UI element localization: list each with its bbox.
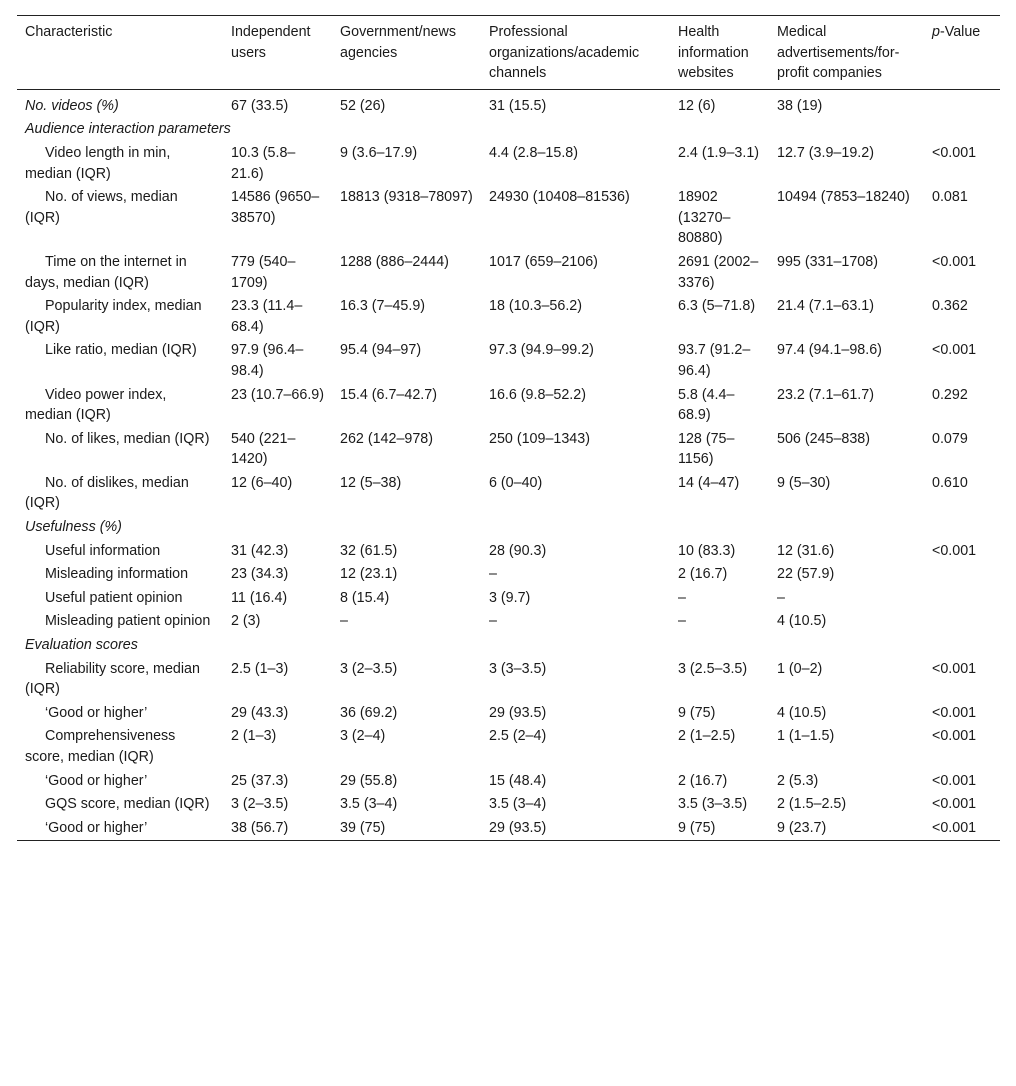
cell-medical-forprofit: 995 (331–1708) (777, 253, 878, 270)
row-label: Misleading patient opinion (45, 613, 211, 630)
cell-professional-academic: 16.6 (9.8–52.2) (489, 386, 586, 403)
cell-medical-forprofit: 22 (57.9) (777, 566, 835, 583)
cell-health-websites: 2.4 (1.9–3.1) (678, 144, 760, 161)
cell-professional-academic: 4.4 (2.8–15.8) (489, 144, 579, 161)
section-row (17, 89, 1000, 118)
data-table (17, 15, 1000, 841)
table-row (17, 586, 1000, 610)
cell-government-news: 3 (2–4) (340, 728, 386, 745)
cell-professional-academic: 1017 (659–2106) (489, 253, 598, 270)
cell-p-value: 0.081 (932, 189, 968, 206)
table-row (17, 701, 1000, 725)
header-professional-academic: Professional organizations/academic channels (489, 24, 640, 82)
cell-medical-forprofit: 506 (245–838) (777, 430, 871, 447)
section-label: Evaluation scores (25, 637, 138, 654)
cell-p-value (924, 89, 1000, 118)
cell-independent-users: 2.5 (1–3) (231, 660, 289, 677)
cell-government-news: 9 (3.6–17.9) (340, 144, 418, 161)
cell-government-news: 12 (5–38) (340, 474, 402, 491)
cell-health-websites: 9 (75) (678, 819, 716, 836)
cell-p-value: <0.001 (932, 819, 977, 836)
table-row (17, 427, 1000, 471)
cell-independent-users: 23 (10.7–66.9) (231, 386, 324, 403)
table-row (17, 339, 1000, 383)
table-row (17, 793, 1000, 817)
cell-government-news: 18813 (9318–78097) (340, 189, 473, 206)
cell-independent-users: 38 (56.7) (231, 819, 289, 836)
cell-p-value: <0.001 (932, 342, 977, 359)
cell-p-value: 0.610 (932, 474, 968, 491)
cell-medical-forprofit: 12 (31.6) (777, 542, 835, 559)
cell-p-value (924, 563, 1000, 587)
p-value-suffix: -Value (939, 24, 981, 40)
row-label: Like ratio, median (IQR) (45, 342, 197, 359)
section-row (17, 516, 1000, 540)
row-label: No. of dislikes, median (IQR) (25, 474, 189, 512)
cell-health-websites: 2 (16.7) (678, 566, 728, 583)
header-medical-forprofit: Medical advertisements/for-profit companies (777, 24, 900, 82)
cell-professional-academic: – (489, 566, 497, 583)
cell-government-news: 15.4 (6.7–42.7) (340, 386, 437, 403)
cell-health-websites: 3 (2.5–3.5) (678, 660, 748, 677)
cell-p-value: 0.292 (932, 386, 968, 403)
row-label: No. of views, median (IQR) (25, 189, 178, 226)
cell-health-websites: 6.3 (5–71.8) (678, 298, 756, 315)
cell-professional-academic: 31 (15.5) (489, 97, 547, 114)
cell-independent-users: 3 (2–3.5) (231, 796, 289, 813)
cell-medical-forprofit: 38 (19) (777, 97, 823, 114)
cell-p-value: <0.001 (932, 728, 977, 745)
section-label: Audience interaction parameters (25, 121, 231, 138)
cell-independent-users: 31 (42.3) (231, 542, 289, 559)
cell-medical-forprofit: – (777, 589, 785, 606)
cell-professional-academic: 3.5 (3–4) (489, 796, 547, 813)
cell-government-news: 8 (15.4) (340, 589, 390, 606)
cell-government-news: 3 (2–3.5) (340, 660, 398, 677)
table-row (17, 657, 1000, 701)
cell-health-websites: – (678, 589, 686, 606)
row-label: Comprehensiveness score, median (IQR) (25, 728, 176, 765)
cell-government-news: 12 (23.1) (340, 566, 398, 583)
cell-p-value: <0.001 (932, 660, 977, 677)
cell-independent-users: 25 (37.3) (231, 772, 289, 789)
table-row (17, 471, 1000, 515)
cell-government-news: 52 (26) (340, 97, 386, 114)
header-health-websites: Health information websites (678, 24, 749, 82)
cell-p-value: 0.362 (932, 298, 968, 315)
cell-independent-users: 2 (3) (231, 613, 261, 630)
cell-health-websites: 18902 (13270–80880) (678, 189, 731, 247)
table-row (17, 539, 1000, 563)
cell-government-news: – (340, 613, 348, 630)
row-label: Popularity index, median (IQR) (25, 298, 202, 335)
cell-professional-academic: 6 (0–40) (489, 474, 543, 491)
cell-professional-academic: 15 (48.4) (489, 772, 547, 789)
header-characteristic: Characteristic (25, 24, 113, 40)
row-label: GQS score, median (IQR) (45, 796, 210, 813)
cell-p-value: <0.001 (932, 772, 977, 789)
header-government-news: Government/news agencies (340, 24, 457, 61)
cell-medical-forprofit: 2 (1.5–2.5) (777, 796, 847, 813)
cell-medical-forprofit: 4 (10.5) (777, 704, 827, 721)
table-body (17, 89, 1000, 840)
row-label: ‘Good or higher’ (45, 704, 148, 721)
section-label: Usefulness (%) (25, 519, 122, 536)
p-letter: p (932, 24, 940, 40)
cell-health-websites: 93.7 (91.2–96.4) (678, 342, 751, 379)
section-row (17, 634, 1000, 658)
cell-government-news: 29 (55.8) (340, 772, 398, 789)
table-row (17, 186, 1000, 251)
cell-health-websites: 10 (83.3) (678, 542, 736, 559)
cell-medical-forprofit: 23.2 (7.1–61.7) (777, 386, 874, 403)
cell-government-news: 3.5 (3–4) (340, 796, 398, 813)
section-label: No. videos (%) (25, 97, 119, 114)
cell-government-news: 1288 (886–2444) (340, 253, 449, 270)
cell-independent-users: 23.3 (11.4–68.4) (231, 298, 303, 335)
cell-health-websites: 12 (6) (678, 97, 716, 114)
cell-p-value: <0.001 (932, 253, 977, 270)
cell-professional-academic: 29 (93.5) (489, 704, 547, 721)
cell-health-websites: 2 (16.7) (678, 772, 728, 789)
table-row (17, 250, 1000, 294)
cell-professional-academic: 28 (90.3) (489, 542, 547, 559)
cell-medical-forprofit: 2 (5.3) (777, 772, 819, 789)
cell-independent-users: 12 (6–40) (231, 474, 293, 491)
cell-medical-forprofit: 1 (0–2) (777, 660, 823, 677)
cell-independent-users: 67 (33.5) (231, 97, 289, 114)
cell-professional-academic: 24930 (10408–81536) (489, 189, 630, 206)
cell-health-websites: 5.8 (4.4–68.9) (678, 386, 735, 424)
cell-professional-academic: 18 (10.3–56.2) (489, 298, 582, 315)
cell-health-websites: 2691 (2002–3376) (678, 253, 759, 291)
cell-medical-forprofit: 21.4 (7.1–63.1) (777, 298, 874, 315)
cell-health-websites: 9 (75) (678, 704, 716, 721)
table-row (17, 563, 1000, 587)
cell-government-news: 262 (142–978) (340, 430, 434, 447)
cell-medical-forprofit: 4 (10.5) (777, 613, 827, 630)
cell-professional-academic: 2.5 (2–4) (489, 728, 547, 745)
cell-p-value: 0.079 (932, 430, 968, 447)
cell-medical-forprofit: 12.7 (3.9–19.2) (777, 144, 874, 161)
row-label: No. of likes, median (IQR) (45, 430, 210, 447)
table-row (17, 769, 1000, 793)
header-independent-users: Independent users (231, 24, 311, 61)
table-header (17, 16, 1000, 90)
cell-medical-forprofit: 9 (5–30) (777, 474, 831, 491)
header-p-value (924, 16, 1000, 90)
cell-independent-users: 779 (540–1709) (231, 253, 296, 291)
header-row (17, 16, 1000, 90)
table-row (17, 610, 1000, 634)
cell-professional-academic: 3 (3–3.5) (489, 660, 547, 677)
cell-independent-users: 2 (1–3) (231, 728, 277, 745)
table-row (17, 725, 1000, 769)
cell-p-value (924, 586, 1000, 610)
cell-health-websites: 3.5 (3–3.5) (678, 796, 748, 813)
cell-government-news: 95.4 (94–97) (340, 342, 422, 359)
cell-health-websites: – (678, 613, 686, 630)
cell-independent-users: 540 (221–1420) (231, 430, 296, 468)
cell-medical-forprofit: 10494 (7853–18240) (777, 189, 910, 206)
table-row (17, 383, 1000, 427)
cell-independent-users: 14586 (9650–38570) (231, 189, 320, 226)
cell-independent-users: 11 (16.4) (231, 589, 288, 606)
cell-p-value: <0.001 (932, 542, 977, 559)
cell-p-value: <0.001 (932, 704, 977, 721)
row-label: ‘Good or higher’ (45, 819, 148, 836)
cell-government-news: 36 (69.2) (340, 704, 398, 721)
table-row (17, 295, 1000, 339)
row-label: Video length in min, median (IQR) (25, 144, 171, 182)
cell-medical-forprofit: 9 (23.7) (777, 819, 827, 836)
row-label: ‘Good or higher’ (45, 772, 148, 789)
row-label: Useful information (45, 542, 161, 559)
cell-professional-academic: 97.3 (94.9–99.2) (489, 342, 594, 359)
cell-independent-users: 10.3 (5.8–21.6) (231, 144, 296, 182)
cell-independent-users: 29 (43.3) (231, 704, 289, 721)
cell-professional-academic: 29 (93.5) (489, 819, 547, 836)
cell-government-news: 39 (75) (340, 819, 386, 836)
row-label: Misleading information (45, 566, 189, 583)
cell-health-websites: 14 (4–47) (678, 474, 740, 491)
section-row (17, 118, 1000, 142)
cell-p-value: <0.001 (932, 796, 977, 813)
row-label: Time on the internet in days, median (IQR) (25, 253, 187, 291)
cell-professional-academic: 3 (9.7) (489, 589, 531, 606)
row-label: Video power index, median (IQR) (25, 386, 167, 424)
cell-professional-academic: 250 (109–1343) (489, 430, 590, 447)
row-label: Useful patient opinion (45, 589, 183, 606)
row-label: Reliability score, median (IQR) (25, 660, 200, 698)
cell-professional-academic: – (489, 613, 497, 630)
cell-independent-users: 97.9 (96.4–98.4) (231, 342, 304, 379)
cell-health-websites: 2 (1–2.5) (678, 728, 736, 745)
table-row (17, 141, 1000, 185)
cell-health-websites: 128 (75–1156) (678, 430, 735, 468)
cell-medical-forprofit: 1 (1–1.5) (777, 728, 835, 745)
cell-independent-users: 23 (34.3) (231, 566, 289, 583)
cell-p-value (924, 610, 1000, 634)
cell-p-value: <0.001 (932, 144, 977, 161)
cell-government-news: 16.3 (7–45.9) (340, 298, 426, 315)
cell-government-news: 32 (61.5) (340, 542, 398, 559)
cell-medical-forprofit: 97.4 (94.1–98.6) (777, 342, 882, 359)
table-row (17, 816, 1000, 840)
